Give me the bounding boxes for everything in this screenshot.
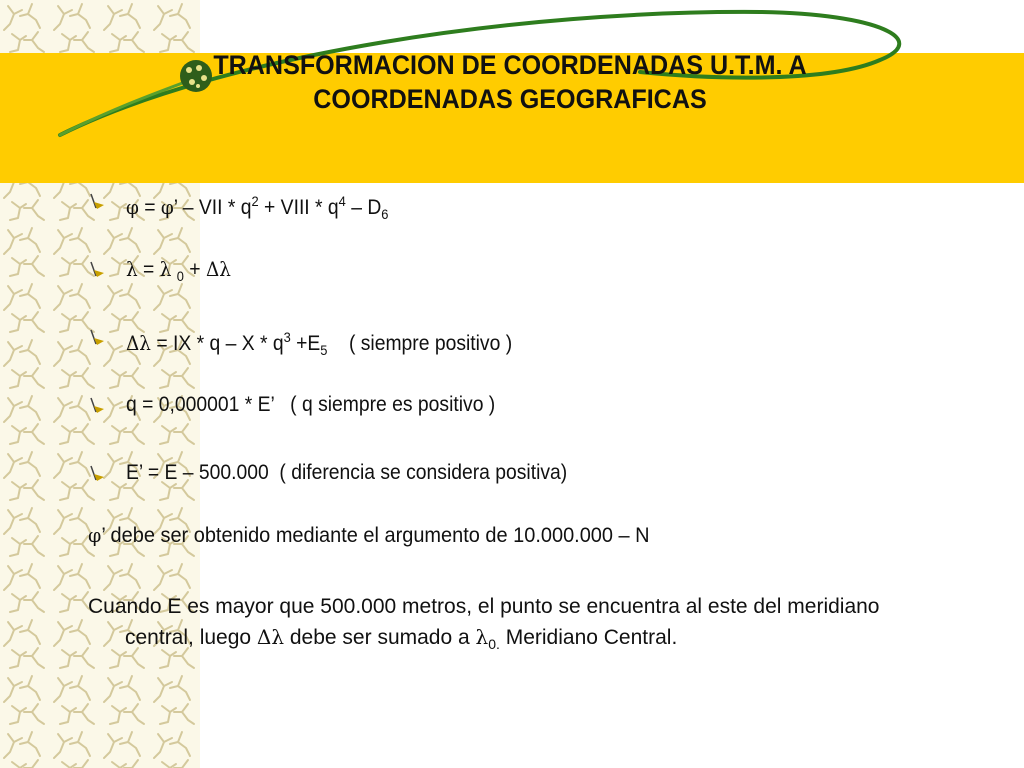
phi-note [88,520,908,551]
lambda-symbol: λ [475,625,489,649]
bullet-arrow-icon [88,464,108,484]
bullet-arrow-icon [88,192,108,212]
plus-sign: + [183,258,206,281]
subscript: 5 [320,342,328,359]
delta-lambda-symbol: Δλ [126,331,151,355]
bullet-arrow-icon [88,260,108,280]
formula-q [88,390,968,458]
phi-symbol: φ [126,195,139,219]
formula-text: – D [345,196,382,219]
note-text: Meridiano Central. [499,626,678,649]
formula-e-prime [88,458,968,526]
exponent: 4 [338,193,346,209]
lambda-symbol: λ [159,257,172,281]
title-line-1: TRANSFORMACION DE COORDENADAS U.T.M. A [213,50,807,80]
formula-lambda [88,254,968,322]
formula-delta-lambda [88,322,968,390]
delta-lambda-symbol: Δλ [205,257,231,281]
note-text: ’ debe ser obtenido mediante el argumento de 10.000.000 – N [101,524,650,547]
formula-text: +E [290,332,321,355]
subscript: 0 [176,268,184,285]
formula-text: E’ = E – 500.000 ( diferencia se considera positiva) [126,461,568,484]
delta-lambda-symbol: Δλ [256,625,285,649]
formula-text: ’ – VII * q [173,196,252,219]
formula-text: q = 0,000001 * E’ ( q siempre es positivo ) [126,393,496,416]
phi-symbol: φ [88,523,102,547]
equals-sign: = [137,258,160,281]
note-text: Cuando E es mayor que 500.000 metros, el punto se encuentra al este del meridiano central, luego [88,595,880,649]
phi-symbol: φ [160,195,174,219]
exponent: 3 [283,329,291,345]
bullet-arrow-icon [88,328,108,348]
meridian-note [88,592,945,659]
lambda-symbol: λ [126,257,138,281]
slide-title [175,48,845,116]
formula-phi [88,186,968,254]
subscript: 6 [381,206,389,223]
exponent: 2 [251,193,259,209]
equals-sign: = [138,196,161,219]
formula-text: = IX * q – X * q [150,332,284,355]
note-text: debe ser sumado a [284,626,476,649]
formula-note: ( siempre positivo ) [327,332,513,355]
subscript: 0. [488,636,500,653]
bullet-arrow-icon [88,396,108,416]
formula-text: + VIII * q [258,196,339,219]
title-line-2: COORDENADAS GEOGRAFICAS [313,84,707,114]
formula-list [88,186,968,526]
